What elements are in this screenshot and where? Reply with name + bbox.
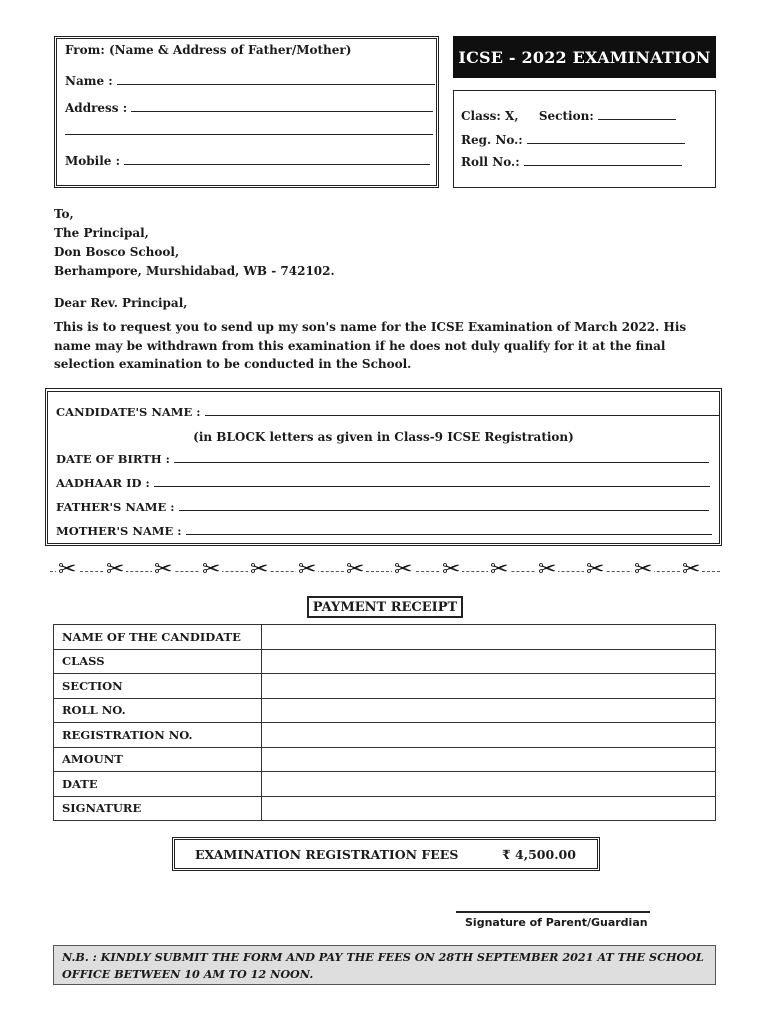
class-box bbox=[453, 90, 716, 188]
table-row bbox=[54, 747, 716, 772]
candidate-name-line bbox=[205, 405, 720, 416]
scissors-icon: ✂ bbox=[442, 557, 461, 582]
candidate-box bbox=[45, 388, 722, 546]
salutation: Dear Rev. Principal, bbox=[54, 296, 188, 310]
receipt-row-value[interactable] bbox=[262, 747, 716, 772]
scissors-icon: ✂ bbox=[490, 557, 509, 582]
address-label: Address : bbox=[65, 101, 128, 115]
table-row bbox=[54, 698, 716, 723]
roll-no-field[interactable] bbox=[461, 155, 682, 169]
table-row bbox=[54, 796, 716, 821]
receipt-row-label: CLASS bbox=[54, 649, 262, 674]
address-line-2[interactable] bbox=[65, 124, 433, 138]
receipt-row-label: NAME OF THE CANDIDATE bbox=[54, 625, 262, 650]
name-field[interactable] bbox=[65, 74, 435, 88]
signature-label: Signature of Parent/Guardian bbox=[465, 916, 648, 929]
roll-no-line bbox=[524, 155, 682, 166]
mother-name-line bbox=[186, 524, 712, 535]
name-label: Name : bbox=[65, 74, 113, 88]
scissors-icon: ✂ bbox=[586, 557, 605, 582]
fees-amount: ₹ 4,500.00 bbox=[502, 846, 576, 862]
dob-label: DATE OF BIRTH : bbox=[56, 452, 170, 466]
reg-no-field[interactable] bbox=[461, 133, 685, 147]
receipt-row-label: AMOUNT bbox=[54, 747, 262, 772]
mother-name-label: MOTHER'S NAME : bbox=[56, 524, 182, 538]
scissors-icon: ✂ bbox=[58, 557, 77, 582]
exam-title: ICSE - 2022 EXAMINATION bbox=[453, 36, 716, 78]
address-city: Berhampore, Murshidabad, WB - 742102. bbox=[54, 264, 335, 278]
scissors-icon: ✂ bbox=[634, 557, 653, 582]
scissors-icon: ✂ bbox=[250, 557, 269, 582]
candidate-name-label: CANDIDATE'S NAME : bbox=[56, 405, 201, 419]
request-paragraph: This is to request you to send up my son's name for the ICSE Examination of March 2022. His name may be withdrawn from this examination if he does not duly qualify for it at the final selection examination to be conducted in the School. bbox=[54, 320, 687, 371]
section-line bbox=[598, 109, 676, 120]
reg-no-label: Reg. No.: bbox=[461, 133, 523, 147]
from-box bbox=[54, 36, 439, 188]
table-row bbox=[54, 723, 716, 748]
receipt-row-value[interactable] bbox=[262, 772, 716, 797]
table-row bbox=[54, 649, 716, 674]
father-name-field[interactable] bbox=[56, 500, 709, 514]
receipt-row-label: SECTION bbox=[54, 674, 262, 699]
class-section-field[interactable] bbox=[461, 109, 676, 123]
fees-box bbox=[172, 837, 600, 871]
aadhaar-label: AADHAAR ID : bbox=[56, 476, 150, 490]
from-heading: From: (Name & Address of Father/Mother) bbox=[65, 43, 352, 57]
fees-label: EXAMINATION REGISTRATION FEES bbox=[195, 846, 459, 862]
father-name-line bbox=[179, 500, 709, 511]
address-line bbox=[131, 101, 433, 112]
roll-no-label: Roll No.: bbox=[461, 155, 520, 169]
name-line bbox=[117, 74, 435, 85]
receipt-row-value[interactable] bbox=[262, 625, 716, 650]
address-line-2-rule bbox=[65, 124, 433, 135]
father-name-label: FATHER'S NAME : bbox=[56, 500, 175, 514]
scissors-icon: ✂ bbox=[154, 557, 173, 582]
to-line: To, bbox=[54, 207, 74, 221]
address-school: Don Bosco School, bbox=[54, 245, 180, 259]
payment-receipt-table bbox=[53, 624, 716, 821]
table-row bbox=[54, 625, 716, 650]
receipt-row-value[interactable] bbox=[262, 723, 716, 748]
receipt-row-label: ROLL NO. bbox=[54, 698, 262, 723]
address-principal: The Principal, bbox=[54, 226, 149, 240]
scissors-icon: ✂ bbox=[202, 557, 221, 582]
mobile-field[interactable] bbox=[65, 154, 430, 168]
section-label: Section: bbox=[538, 109, 594, 123]
payment-receipt-heading: PAYMENT RECEIPT bbox=[307, 596, 463, 618]
receipt-row-value[interactable] bbox=[262, 698, 716, 723]
dob-line bbox=[174, 452, 709, 463]
mother-name-field[interactable] bbox=[56, 524, 712, 538]
mobile-label: Mobile : bbox=[65, 154, 121, 168]
nb-note: N.B. : KINDLY SUBMIT THE FORM AND PAY THE FEES ON 28TH SEPTEMBER 2021 AT THE SCHOOL OFFICE BETWEEN 10 AM TO 12 NOON. bbox=[53, 945, 716, 985]
receipt-row-value[interactable] bbox=[262, 649, 716, 674]
table-row bbox=[54, 674, 716, 699]
address-field[interactable] bbox=[65, 101, 433, 115]
class-label: Class: X, bbox=[461, 109, 519, 123]
mobile-line bbox=[124, 154, 430, 165]
receipt-row-label: DATE bbox=[54, 772, 262, 797]
aadhaar-line bbox=[154, 476, 710, 487]
receipt-row-label: REGISTRATION NO. bbox=[54, 723, 262, 748]
signature-line[interactable] bbox=[456, 911, 650, 913]
cut-line bbox=[50, 557, 720, 582]
reg-no-line bbox=[527, 133, 685, 144]
scissors-icon: ✂ bbox=[106, 557, 125, 582]
block-letters-note: (in BLOCK letters as given in Class-9 ICSE Registration) bbox=[193, 430, 574, 444]
table-row bbox=[54, 772, 716, 797]
scissors-icon: ✂ bbox=[682, 557, 701, 582]
recipient-address bbox=[54, 205, 335, 281]
scissors-icon: ✂ bbox=[346, 557, 365, 582]
scissors-icon: ✂ bbox=[394, 557, 413, 582]
receipt-row-value[interactable] bbox=[262, 674, 716, 699]
scissors-icon: ✂ bbox=[298, 557, 317, 582]
receipt-row-label: SIGNATURE bbox=[54, 796, 262, 821]
dob-field[interactable] bbox=[56, 452, 709, 466]
receipt-row-value[interactable] bbox=[262, 796, 716, 821]
scissors-icon: ✂ bbox=[538, 557, 557, 582]
candidate-name-field[interactable] bbox=[56, 405, 720, 419]
aadhaar-field[interactable] bbox=[56, 476, 710, 490]
